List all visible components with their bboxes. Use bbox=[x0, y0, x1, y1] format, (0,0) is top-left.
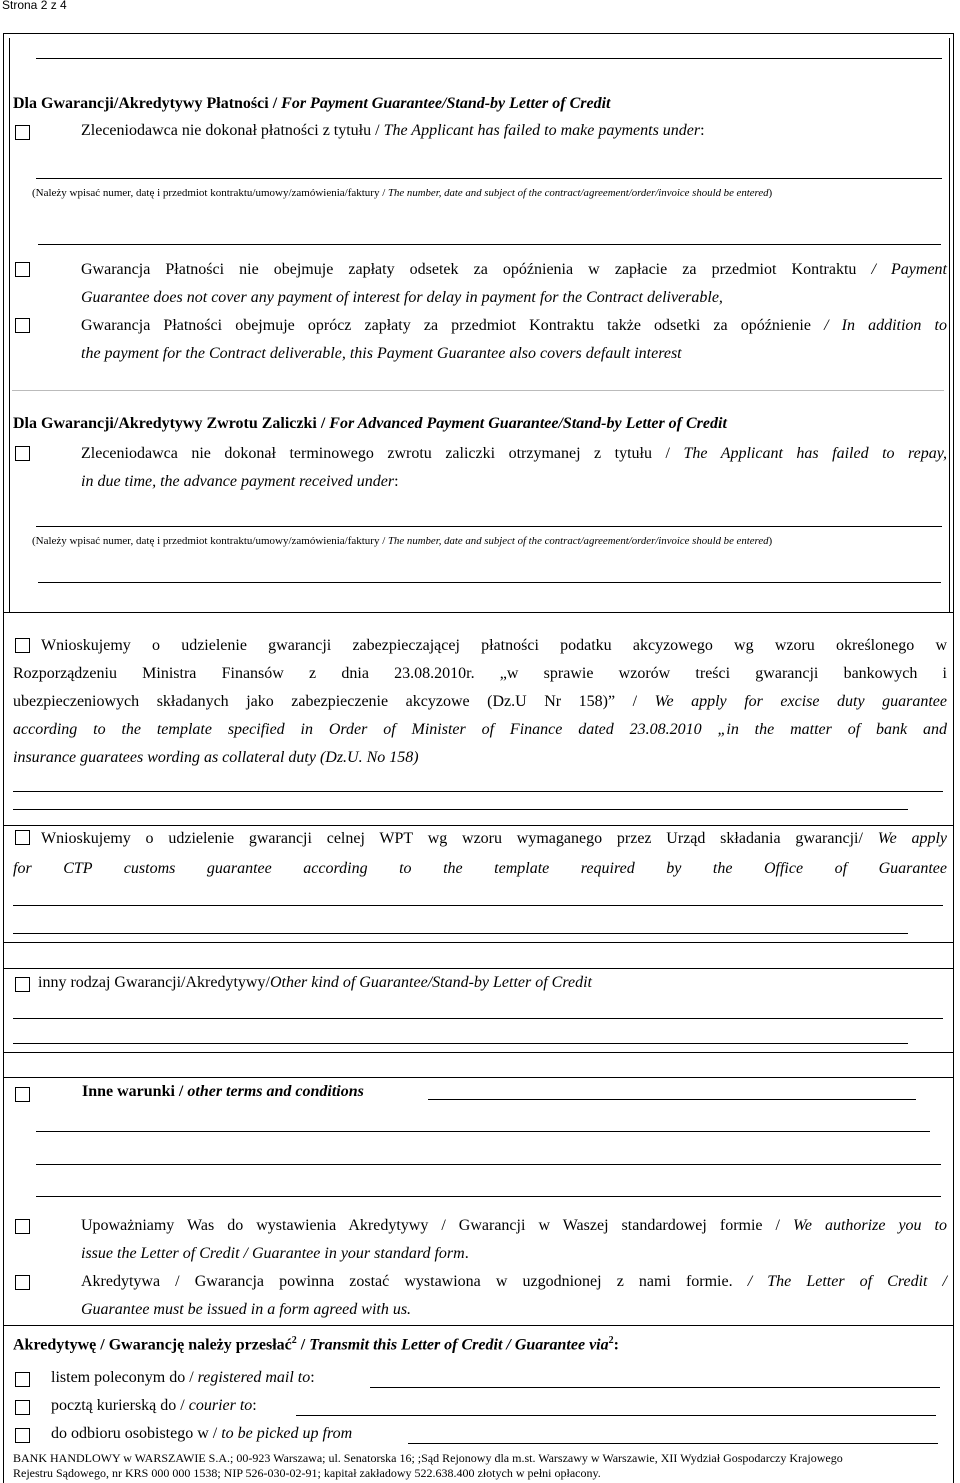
section-divider-4b bbox=[3, 968, 954, 969]
registered-mail-checkbox[interactable] bbox=[15, 1372, 30, 1387]
agreed-form-checkbox[interactable] bbox=[15, 1275, 30, 1290]
pickup-checkbox[interactable] bbox=[15, 1428, 30, 1443]
excise-label-l4: according to the template specified in Order of Minister of Finance dated 23.08.2010 „in the matter of bank and bbox=[13, 721, 947, 738]
other-kind-line-1[interactable] bbox=[13, 1018, 943, 1019]
with-interest-checkbox[interactable] bbox=[15, 318, 30, 333]
payment-contract-hint: (Należy wpisać numer, datę i przedmiot kontraktu/umowy/zamówienia/faktury / The number, date and subject of the contract/agreement/order/invoice should be entered) bbox=[32, 187, 773, 199]
standard-form-label-l1: Upoważniamy Was do wystawienia Akredytywy / Gwarancji w Waszej standardowej formie / We authorize you to bbox=[81, 1217, 948, 1234]
courier-checkbox[interactable] bbox=[15, 1400, 30, 1415]
other-terms-label: Inne warunki / other terms and conditions bbox=[82, 1083, 364, 1100]
excise-checkbox[interactable] bbox=[15, 638, 30, 653]
other-terms-line-3[interactable] bbox=[36, 1196, 941, 1197]
advance-contract-line-2[interactable] bbox=[38, 582, 941, 583]
frame-inner-edge-right bbox=[949, 38, 950, 613]
advance-contract-hint: (Należy wpisać numer, datę i przedmiot kontraktu/umowy/zamówienia/faktury / The number, date and subject of the contract/agreement/order/invoice should be entered) bbox=[32, 535, 773, 547]
section-divider-5 bbox=[3, 1052, 954, 1053]
advance-heading: Dla Gwarancji/Akredytywy Zwrotu Zaliczki / For Advanced Payment Guarantee/Stand-by Letter of Credit bbox=[13, 415, 727, 432]
other-kind-checkbox[interactable] bbox=[15, 977, 30, 992]
top-blank-line[interactable] bbox=[36, 58, 942, 59]
other-terms-checkbox[interactable] bbox=[15, 1087, 30, 1102]
excise-line-1[interactable] bbox=[13, 791, 943, 792]
section-divider-4 bbox=[3, 942, 954, 943]
section-divider-5b bbox=[3, 1077, 954, 1078]
customs-line-1[interactable] bbox=[13, 905, 943, 906]
other-kind-label: inny rodzaj Gwarancji/Akredytywy/Other kind of Guarantee/Stand-by Letter of Credit bbox=[38, 974, 592, 991]
advance-failed-label-l2: in due time, the advance payment received under: bbox=[81, 473, 399, 490]
excise-label-l2: Rozporządzeniu Ministra Finansów z dnia 23.08.2010r. „w sprawie wzorów treści gwarancji bankowych i bbox=[13, 665, 947, 682]
section-divider-6 bbox=[3, 1325, 954, 1326]
excise-line-2[interactable] bbox=[13, 809, 908, 810]
customs-label-l2: for CTP customs guarantee according to the template required by the Office of Guarantee bbox=[13, 860, 947, 877]
page-number: Strona 2 z 4 bbox=[2, 0, 67, 12]
no-interest-label-l2: Guarantee does not cover any payment of interest for delay in payment for the Contract deliverable, bbox=[81, 289, 723, 306]
other-terms-line-1[interactable] bbox=[36, 1131, 930, 1132]
no-interest-label-l1: Gwarancja Płatności nie obejmuje zapłaty odsetek za opóźnienia w zapłacie za przedmiot Kontraktu / Payment bbox=[81, 261, 948, 278]
pickup-label: do odbioru osobistego w / to be picked up from bbox=[51, 1425, 353, 1442]
payment-heading: Dla Gwarancji/Akredytywy Płatności / For Payment Guarantee/Stand-by Letter of Credit bbox=[13, 95, 611, 112]
excise-label-l5: insurance guaratees wording as collateral duty (Dz.U. No 158) bbox=[13, 749, 419, 766]
registered-mail-line[interactable] bbox=[370, 1387, 940, 1388]
advance-failed-checkbox[interactable] bbox=[15, 446, 30, 461]
customs-label-l1: Wnioskujemy o udzielenie gwarancji celnej WPT wg wzoru wymaganego przez Urząd składania gwarancji/ We apply bbox=[41, 830, 947, 847]
other-terms-inline-line[interactable] bbox=[428, 1099, 916, 1100]
excise-label-l1: Wnioskujemy o udzielenie gwarancji zabezpieczającej płatności podatku akcyzowego wg wzoru określonego w bbox=[41, 637, 947, 654]
other-terms-line-2[interactable] bbox=[36, 1164, 941, 1165]
section-divider-1 bbox=[12, 390, 944, 391]
with-interest-label-l1: Gwarancja Płatności obejmuje oprócz zapłaty za przedmiot Kontraktu także odsetki za opóźnienie / In addition to bbox=[81, 317, 947, 334]
excise-label-l3: ubezpieczeniowych składanych jako zabezpieczenie akcyzowe (Dz.U Nr 158)” / We apply for excise duty guarantee bbox=[13, 693, 947, 710]
footer-line-2: Rejestru Sądowego, nr KRS 000 000 1538; NIP 526-030-02-91; kapitał zakładowy 522.638.400 złotych w pełni opłacony. bbox=[13, 1466, 601, 1480]
footer-line-1: BANK HANDLOWY w WARSZAWIE S.A.; 00-923 Warszawa; ul. Senatorska 16; ;Sąd Rejonowy dla m.st. Warszawy w Warszawie, XII Wydział Gospodarczy Krajowego bbox=[13, 1451, 843, 1465]
frame-inner-edge bbox=[9, 38, 10, 613]
with-interest-label-l2: the payment for the Contract deliverable, this Payment Guarantee also covers default interest bbox=[81, 345, 682, 362]
agreed-form-label-l2: Guarantee must be issued in a form agreed with us. bbox=[81, 1301, 412, 1318]
courier-line[interactable] bbox=[296, 1415, 936, 1416]
payment-failed-checkbox[interactable] bbox=[15, 125, 30, 140]
standard-form-label-l2: issue the Letter of Credit / Guarantee in your standard form. bbox=[81, 1245, 469, 1262]
payment-contract-line[interactable] bbox=[36, 178, 942, 179]
transmit-heading: Akredytywę / Gwarancję należy przesłać$^2$ / Transmit this Letter of Credit / Guarantee via$^2$: bbox=[13, 1335, 619, 1354]
advance-failed-label-l1: Zleceniodawca nie dokonał terminowego zwrotu zaliczki otrzymanej z tytułu / The Applicant has failed to repay, bbox=[81, 445, 948, 462]
no-interest-checkbox[interactable] bbox=[15, 262, 30, 277]
standard-form-checkbox[interactable] bbox=[15, 1219, 30, 1234]
pickup-line[interactable] bbox=[408, 1443, 938, 1444]
other-kind-line-2[interactable] bbox=[13, 1043, 908, 1044]
payment-failed-label: Zleceniodawca nie dokonał płatności z tytułu / The Applicant has failed to make payments under: bbox=[81, 122, 705, 139]
courier-label: pocztą kurierską do / courier to: bbox=[51, 1397, 257, 1414]
agreed-form-label-l1: Akredytywa / Gwarancja powinna zostać wystawiona w uzgodnionej z nami formie. / The Letter of Credit / bbox=[81, 1273, 947, 1290]
advance-contract-line[interactable] bbox=[36, 526, 942, 527]
section-divider-2 bbox=[3, 612, 954, 613]
payment-contract-line-2[interactable] bbox=[38, 244, 941, 245]
customs-line-2[interactable] bbox=[13, 933, 908, 934]
customs-checkbox[interactable] bbox=[15, 830, 30, 845]
registered-mail-label: listem poleconym do / registered mail to: bbox=[51, 1369, 315, 1386]
